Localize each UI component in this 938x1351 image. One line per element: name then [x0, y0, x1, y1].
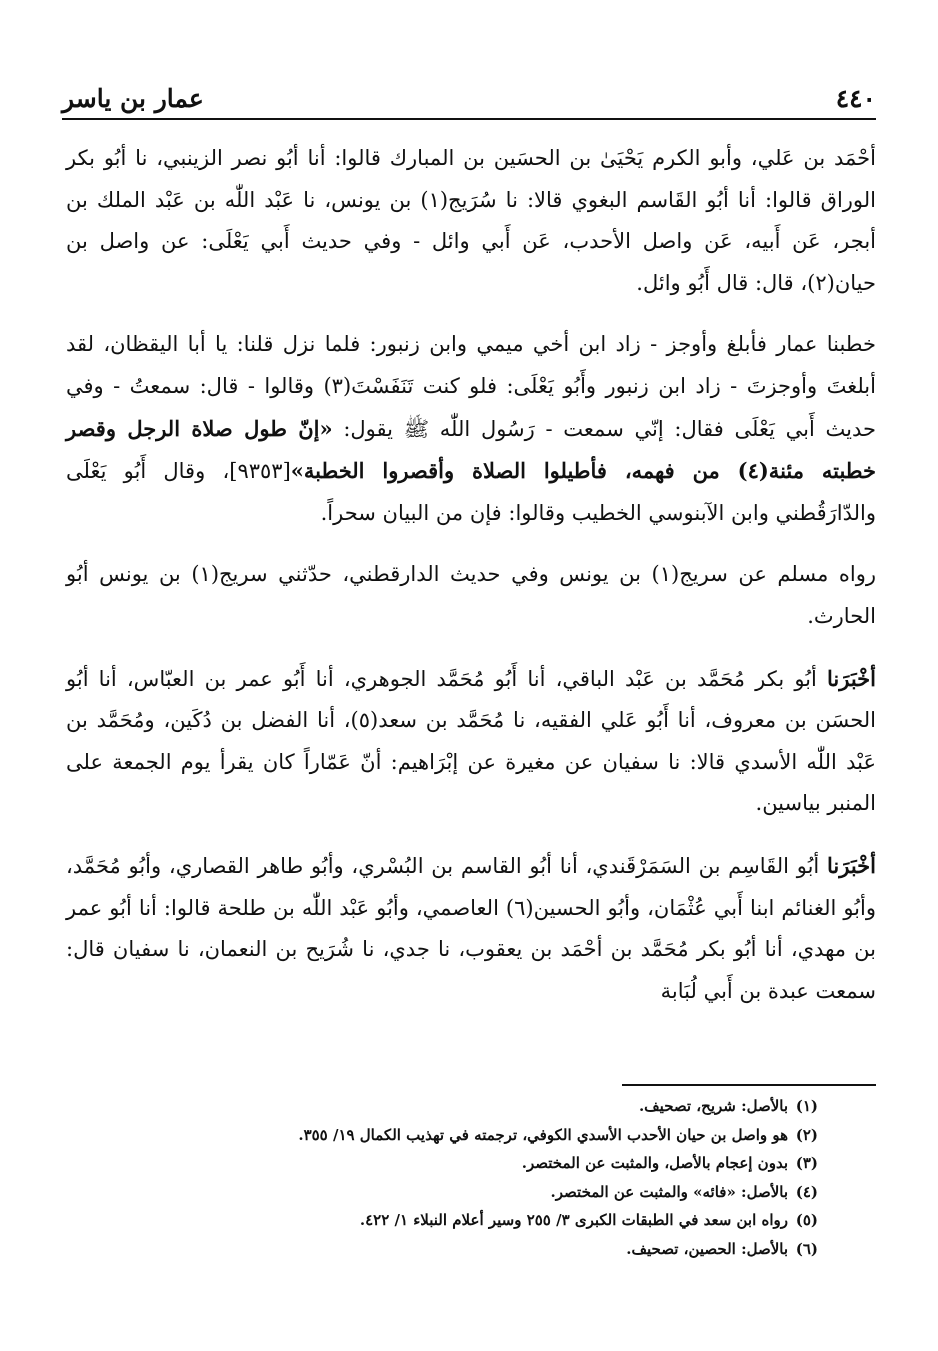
- footnote-divider: [622, 1084, 876, 1086]
- footnote: [62, 1121, 818, 1150]
- text-segment: رواه مسلم عن سريج(١) بن يونس وفي حديث الدارقطني، حدّثني سريج(١) بن يونس أبُو الحارث.: [66, 562, 877, 628]
- text-segment: [٩٣٥٣]، وقال أَبُو يَعْلَى والدّارَقُطني وابن الآبنوسي الخطيب وقالوا: فإن من البيان سحراً.: [66, 459, 876, 525]
- footnote-number: (٥): [795, 1211, 818, 1229]
- footnote-text: هو واصل بن حيان الأحدب الأسدي الكوفي، ترجمته في تهذيب الكمال ١٩/ ٣٥٥.: [298, 1125, 788, 1144]
- paragraph: [66, 324, 876, 534]
- footnote-number: (٤): [795, 1182, 818, 1201]
- bold-text: «إنّ طول صلاة الرجل وقصر خطبته مئنة(٤) من فهمه، فأطيلوا الصلاة وأقصروا الخطبة»: [66, 415, 876, 484]
- text-segment: أبُو القَاسِم بن السَمَرْقَندي، أنا أبُو القاسم بن البُسْري، وأبُو طاهر القصاري، وأبُو مُحَمَّد، وأبُو الغنائم ابنا أَبي عُثْمَان، وأبُو الحسين(٦) العاصمي، وأبُو عَبْد اللّٰه بن طلحة قالوا: أنا أبُو عمر بن مهدي، أنا أبُو بكر مُحَمَّد بن أحْمَد بن يعقوب، نا جدي، نا شُرَيح بن النعمان، نا سفيان قال: سمعت عبدة بن أَبي لُبَابة: [66, 853, 876, 1003]
- footnotes: [62, 1092, 818, 1263]
- paragraph: [66, 554, 876, 637]
- paragraph: [66, 845, 876, 1012]
- footnote: [62, 1092, 818, 1121]
- footnote-text: بالأصل: شريح، تصحيف.: [638, 1097, 788, 1115]
- text-segment: خطبنا عمار فأبلغ وأوجز - زاد ابن أخي ميمي وابن زنبور: فلما نزل قلنا: يا أبا اليقظان، لقد أبلغتَ وأوجزتَ - زاد ابن زنبور وأَبُو يَعْلَى: فلو كنت تَنَفَسْتَ(٣) وقالوا - قال: سمعتُ - وفي حديث أَبي يَعْلَى فقال: إنّي سمعت - رَسُول اللّٰه ﷺ يقول:: [66, 332, 876, 441]
- running-title: عمار بن ياسر: [62, 84, 204, 113]
- footnote-number: (٣): [795, 1154, 818, 1172]
- page-number: ٤٤٠: [835, 84, 876, 113]
- paragraph: [66, 138, 876, 304]
- footnote-number: (٦): [795, 1239, 818, 1258]
- footnote: [62, 1178, 818, 1207]
- text-segment: أبُو بكر مُحَمَّد بن عَبْد الباقي، أنا أَبُو مُحَمَّد الجوهري، أنا أَبُو عمر بن العبّاس، أنا أبُو الحسَن بن معروف، أنا أَبُو عَلي الفقيه، نا مُحَمَّد بن سعد(٥)، أنا الفضل بن دُكَين، ومُحَمَّد بن عَبْد اللّٰه الأسدي قالا: نا سفيان عن مغيرة عن إبْرَاهيم: أنّ عَمّاراً كان يقرأ يوم الجمعة على المنبر بياسين.: [66, 666, 876, 816]
- footnote: [62, 1149, 818, 1178]
- bold-text: أخْبَرَنا: [827, 852, 876, 878]
- footnote-text: بالأصل: «فائه» والمثبت عن المختصر.: [550, 1182, 788, 1201]
- footnote-text: بالأصل: الحصين، تصحيف.: [626, 1239, 788, 1258]
- bold-text: أخْبَرَنا: [827, 665, 876, 691]
- paragraph: [66, 658, 876, 825]
- footnote-number: (١): [795, 1097, 818, 1115]
- footnote: [62, 1235, 818, 1264]
- footnote-text: بدون إعجام بالأصل، والمثبت عن المختصر.: [521, 1154, 788, 1172]
- footnote: [62, 1206, 818, 1235]
- main-text: [66, 138, 876, 1032]
- text-segment: أحْمَد بن عَلي، وأبو الكرم يَحْيَىٰ بن الحسَين بن المبارك قالوا: أنا أبُو نصر الزينبي، نا أبُو بكر الوراق قالوا: أنا أبُو القَاسم البغوي قالا: نا سُرَيج(١) بن يونس، نا عَبْد اللّٰه بن عَبْد الملك بن أبجر، عَن أَبيه، عَن واصل الأحدب، عَن أَبي وائل - وفي حديث أَبي يَعْلَى: عن واصل بن حيان(٢)، قال: قال أَبُو وائل.: [66, 146, 876, 295]
- footnote-number: (٢): [795, 1125, 818, 1144]
- page-header: [62, 78, 876, 120]
- footnote-text: رواه ابن سعد في الطبقات الكبرى ٣/ ٢٥٥ وسير أعلام النبلاء ١/ ٤٢٢.: [359, 1211, 788, 1229]
